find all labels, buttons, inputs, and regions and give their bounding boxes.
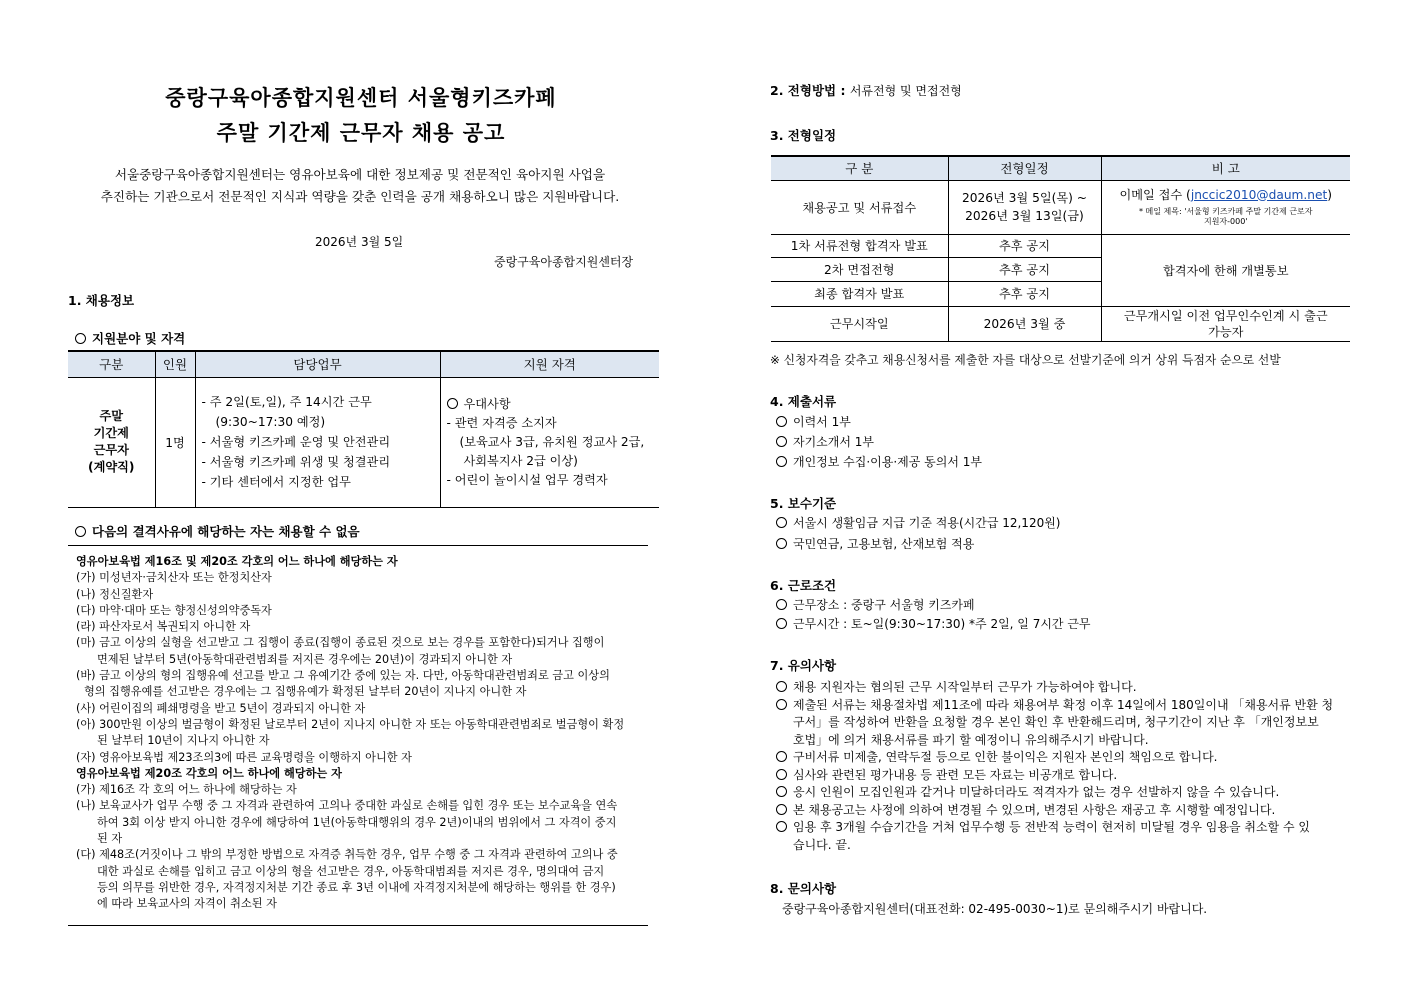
row-final-date: 추후 공지 xyxy=(948,281,1101,306)
circle-bullet-icon xyxy=(776,456,787,467)
duties-cell: - 주 2일(토,일), 주 14시간 근무 (9:30~17:30 예정) - 서울형 키즈카페 운영 및 안전관리 - 서울형 키즈카페 위생 및 청결관리 - 기타 센터에서 지정한 업무 xyxy=(195,377,440,507)
disqualification-item: 형의 집행유예를 선고받은 경우에는 그 집행유예가 확정된 날부터 20년이 지나지 아니한 자 xyxy=(84,685,527,699)
disqualification-item: (아) 300만원 이상의 벌금형이 확정된 날로부터 2년이 지나지 아니한 자 또는 아동학대관련범죄로 벌금형이 확정 xyxy=(76,717,625,731)
row-recruit-note: 이메일 접수 (jnccic2010@daum.net) * 메일 제목: '서울형 키즈카페 주말 기간제 근로자 지원자-000' xyxy=(1101,180,1350,234)
disqualification-item: 하여 3회 이상 받지 아니한 경우에 해당하여 1년(아동학대행위의 경우 2년)이내의 범위에서 그 자격이 중지 xyxy=(97,815,617,829)
row-interview-date: 추후 공지 xyxy=(948,257,1101,281)
disqualification-heading: 영유아보육법 제16조 및 제20조 각호의 어느 하나에 해당하는 자 xyxy=(76,555,398,568)
work-item: 근무장소 : 중랑구 서울형 키즈카페 xyxy=(793,598,975,612)
doc-item: 이력서 1부 xyxy=(793,415,851,429)
disqualification-item: (가) 미성년자·금치산자 또는 한정치산자 xyxy=(76,571,272,585)
disqualification-item: 면제된 날부터 5년(아동학대관련범죄를 저지른 경우에는 20년)이 경과되지 아니한 자 xyxy=(97,652,513,666)
circle-bullet-icon xyxy=(776,416,787,427)
intro-line1: 서울중랑구육아종합지원센터는 영유아보육에 대한 정보제공 및 전문적인 육아지원 사업을 xyxy=(114,167,606,182)
disqualification-list xyxy=(68,554,648,913)
disqualification-box xyxy=(68,545,648,926)
section6-heading: 6. 근로조건 xyxy=(770,578,837,593)
caution-line: 구비서류 미제출, 연락두절 등으로 인한 불이익은 지원자 본인의 책임으로 합니다. xyxy=(776,749,1333,767)
disqualification-item: 에 따라 보육교사의 자격이 취소된 자 xyxy=(97,897,277,911)
caution-line: 구서」를 작성하여 반환을 요청할 경우 본인 확인 후 반환해드리며, 청구기간이 지난 후 「개인정보보 xyxy=(793,715,1319,729)
circle-bullet-icon xyxy=(447,398,458,409)
row-interview-label: 2차 면접전형 xyxy=(771,257,948,281)
circle-bullet-icon xyxy=(776,769,787,780)
section2-text: 서류전형 및 면접전형 xyxy=(849,84,962,98)
circle-bullet-icon xyxy=(776,821,787,832)
job-info-table xyxy=(68,350,659,508)
intro-paragraph xyxy=(40,164,680,208)
section1-sub2: 다음의 결격사유에 해당하는 자는 채용할 수 없음 xyxy=(75,522,360,540)
circle-bullet-icon xyxy=(776,804,787,815)
section2-heading: 2. 전형방법 xyxy=(770,83,837,98)
section5-list xyxy=(776,513,1061,555)
header-duties: 담당업무 xyxy=(195,351,440,377)
issuer-name: 중랑구육아종합지원센터장 xyxy=(494,255,634,269)
disqualification-heading: 영유아보육법 제20조 각호의 어느 하나에 해당하는 자 xyxy=(76,766,342,780)
circle-bullet-icon xyxy=(776,517,787,528)
disqualification-item: (나) 정신질환자 xyxy=(76,587,154,601)
qualifications-cell: 우대사항 - 관련 자격증 소지자 (보육교사 3급, 유치원 정교사 2급, 사회복지사 2급 이상) - 어린이 놀이시설 업무 경력자 xyxy=(440,377,659,507)
category-cell: 주말 기간제 근무자 (계약직) xyxy=(68,377,155,507)
circle-bullet-icon xyxy=(776,699,787,710)
disqualification-item: (마) 금고 이상의 실형을 선고받고 그 집행이 종료(집행이 종료된 것으로 보는 경우를 포함한다)되거나 집행이 xyxy=(76,636,605,650)
disqualification-item: 된 자 xyxy=(97,832,123,846)
disqualification-item: (사) 어린이집의 폐쇄명령을 받고 5년이 경과되지 아니한 자 xyxy=(76,701,366,715)
section8-heading: 8. 문의사항 xyxy=(770,881,837,896)
section2: 2. 전형방법 : 서류전형 및 면접전형 xyxy=(770,83,962,98)
email-link[interactable]: jnccic2010@daum.net xyxy=(1190,187,1328,202)
section1-heading: 1. 채용정보 xyxy=(68,293,135,308)
caution-line: 본 채용공고는 사정에 의하여 변경될 수 있으며, 변경된 사항은 재공고 후 시행할 예정입니다. xyxy=(776,802,1333,820)
title-line2: 주말 기간제 근무자 채용 공고 xyxy=(216,120,506,145)
row-doc-result-label: 1차 서류전형 합격자 발표 xyxy=(771,234,948,257)
count-cell: 1명 xyxy=(155,377,195,507)
section5-heading: 5. 보수기준 xyxy=(770,496,837,511)
circle-bullet-icon xyxy=(75,526,86,537)
section4-heading: 4. 제출서류 xyxy=(770,394,837,409)
section6-list xyxy=(776,596,1091,634)
schedule-footnote: ※ 신청자격을 갖추고 채용신청서를 제출한 자를 대상으로 선발기준에 의거 상위 득점자 순으로 선발 xyxy=(770,353,1281,367)
disqualification-item: 대한 과실로 손해를 입히고 금고 이상의 형을 선고받은 경우, 아동학대범죄를 저지른 경우, 명의대여 금지 xyxy=(97,864,605,878)
circle-bullet-icon xyxy=(75,333,86,344)
work-item: 근무시간 : 토~일(9:30~17:30) *주 2일, 일 7시간 근무 xyxy=(793,617,1091,631)
disqualification-item: (라) 파산자로서 복권되지 아니한 자 xyxy=(76,620,251,634)
pay-item: 서울시 생활임금 지급 기준 적용(시간급 12,120원) xyxy=(793,516,1061,530)
header-category: 구분 xyxy=(68,351,155,377)
row-final-label: 최종 합격자 발표 xyxy=(771,281,948,306)
section3-heading: 3. 전형일정 xyxy=(770,128,837,143)
caution-line: 채용 지원자는 협의된 근무 시작일부터 근무가 가능하여야 합니다. xyxy=(776,679,1333,697)
circle-bullet-icon xyxy=(776,681,787,692)
header-count: 인원 xyxy=(155,351,195,377)
header-qualifications: 지원 자격 xyxy=(440,351,659,377)
intro-line2: 추진하는 기관으로서 전문적인 지식과 역량을 갖춘 인력을 공개 채용하오니 많은 지원바랍니다. xyxy=(100,189,620,204)
section7-heading: 7. 유의사항 xyxy=(770,658,837,673)
caution-line: 응시 인원이 모집인원과 같거나 미달하더라도 적격자가 없는 경우 선발하지 않을 수 있습니다. xyxy=(776,784,1333,802)
title-line1: 중랑구육아종합지원센터 서울형키즈카페 xyxy=(165,85,557,110)
row-start-date: 2026년 3월 중 xyxy=(948,306,1101,341)
row-doc-result-date: 추후 공지 xyxy=(948,234,1101,257)
circle-bullet-icon xyxy=(776,599,787,610)
caution-line: 제출된 서류는 채용절차법 제11조에 따라 채용여부 확정 이후 14일에서 180일이내 「채용서류 반환 청 xyxy=(776,697,1333,715)
disqualification-item: (바) 금고 이상의 형의 집행유예 선고를 받고 그 유예기간 중에 있는 자. 다만, 아동학대관련범죄로 금고 이상의 xyxy=(76,669,610,683)
caution-line: 심사와 관련된 평가내용 등 관련 모든 자료는 비공개로 합니다. xyxy=(776,767,1333,785)
header-remarks: 비 고 xyxy=(1101,156,1350,180)
circle-bullet-icon xyxy=(776,618,787,629)
caution-line: 습니다. 끝. xyxy=(793,837,851,852)
circle-bullet-icon xyxy=(776,538,787,549)
section4-list xyxy=(776,412,982,472)
disqualification-item: (나) 보육교사가 업무 수행 중 그 자격과 관련하여 고의나 중대한 과실로 손해를 입힌 경우 또는 보수교육을 연속 xyxy=(76,799,618,813)
schedule-table xyxy=(771,155,1350,342)
header-schedule: 전형일정 xyxy=(948,156,1101,180)
merged-notice-cell: 합격자에 한해 개별통보 xyxy=(1101,234,1350,306)
announcement-date: 2026년 3월 5일 xyxy=(315,235,404,249)
disqualification-item: 된 날부터 10년이 지나지 아니한 자 xyxy=(97,734,270,748)
disqualification-item: (다) 제48조(거짓이나 그 밖의 부정한 방법으로 자격증 취득한 경우, 업무 수행 중 그 자격과 관련하여 고의나 중 xyxy=(76,848,618,862)
row-recruit-label: 채용공고 및 서류접수 xyxy=(771,180,948,234)
section1-sub1: 지원분야 및 자격 xyxy=(75,329,185,347)
row-start-note: 근무개시일 이전 업무인수인계 시 출근 가능자 xyxy=(1101,306,1350,341)
circle-bullet-icon xyxy=(776,786,787,797)
row-recruit-date: 2026년 3월 5일(목) ~ 2026년 3월 13일(금) xyxy=(948,180,1101,234)
disqualification-item: 등의 의무를 위반한 경우, 자격정지처분 기간 종료 후 3년 이내에 자격정지처분에 해당하는 행위를 한 경우) xyxy=(97,880,616,894)
caution-line: 호법」에 의거 채용서류를 파기 할 예정이니 유의해주시기 바랍니다. xyxy=(793,732,1149,747)
section7-list xyxy=(776,679,1333,854)
section8-text: 중랑구육아종합지원센터(대표전화: 02-495-0030~1)로 문의해주시기 바랍니다. xyxy=(782,902,1208,916)
caution-line: 임용 후 3개월 수습기간을 거쳐 업무수행 등 전반적 능력이 현저히 미달될 경우 임용을 취소할 수 있 xyxy=(776,819,1333,837)
doc-item: 개인정보 수집·이용·제공 동의서 1부 xyxy=(793,455,982,469)
disqualification-item: (가) 제16조 각 호의 어느 하나에 해당하는 자 xyxy=(76,783,297,797)
disqualification-item: (다) 마약·대마 또는 향정신성의약중독자 xyxy=(76,603,272,617)
circle-bullet-icon xyxy=(776,436,787,447)
header-stage: 구 분 xyxy=(771,156,948,180)
circle-bullet-icon xyxy=(776,751,787,762)
doc-item: 자기소개서 1부 xyxy=(793,435,875,449)
pay-item: 국민연금, 고용보험, 산재보험 적용 xyxy=(793,537,975,551)
disqualification-item: (자) 영유아보육법 제23조의3에 따른 교육명령을 이행하지 아니한 자 xyxy=(76,750,412,764)
row-start-label: 근무시작일 xyxy=(771,306,948,341)
